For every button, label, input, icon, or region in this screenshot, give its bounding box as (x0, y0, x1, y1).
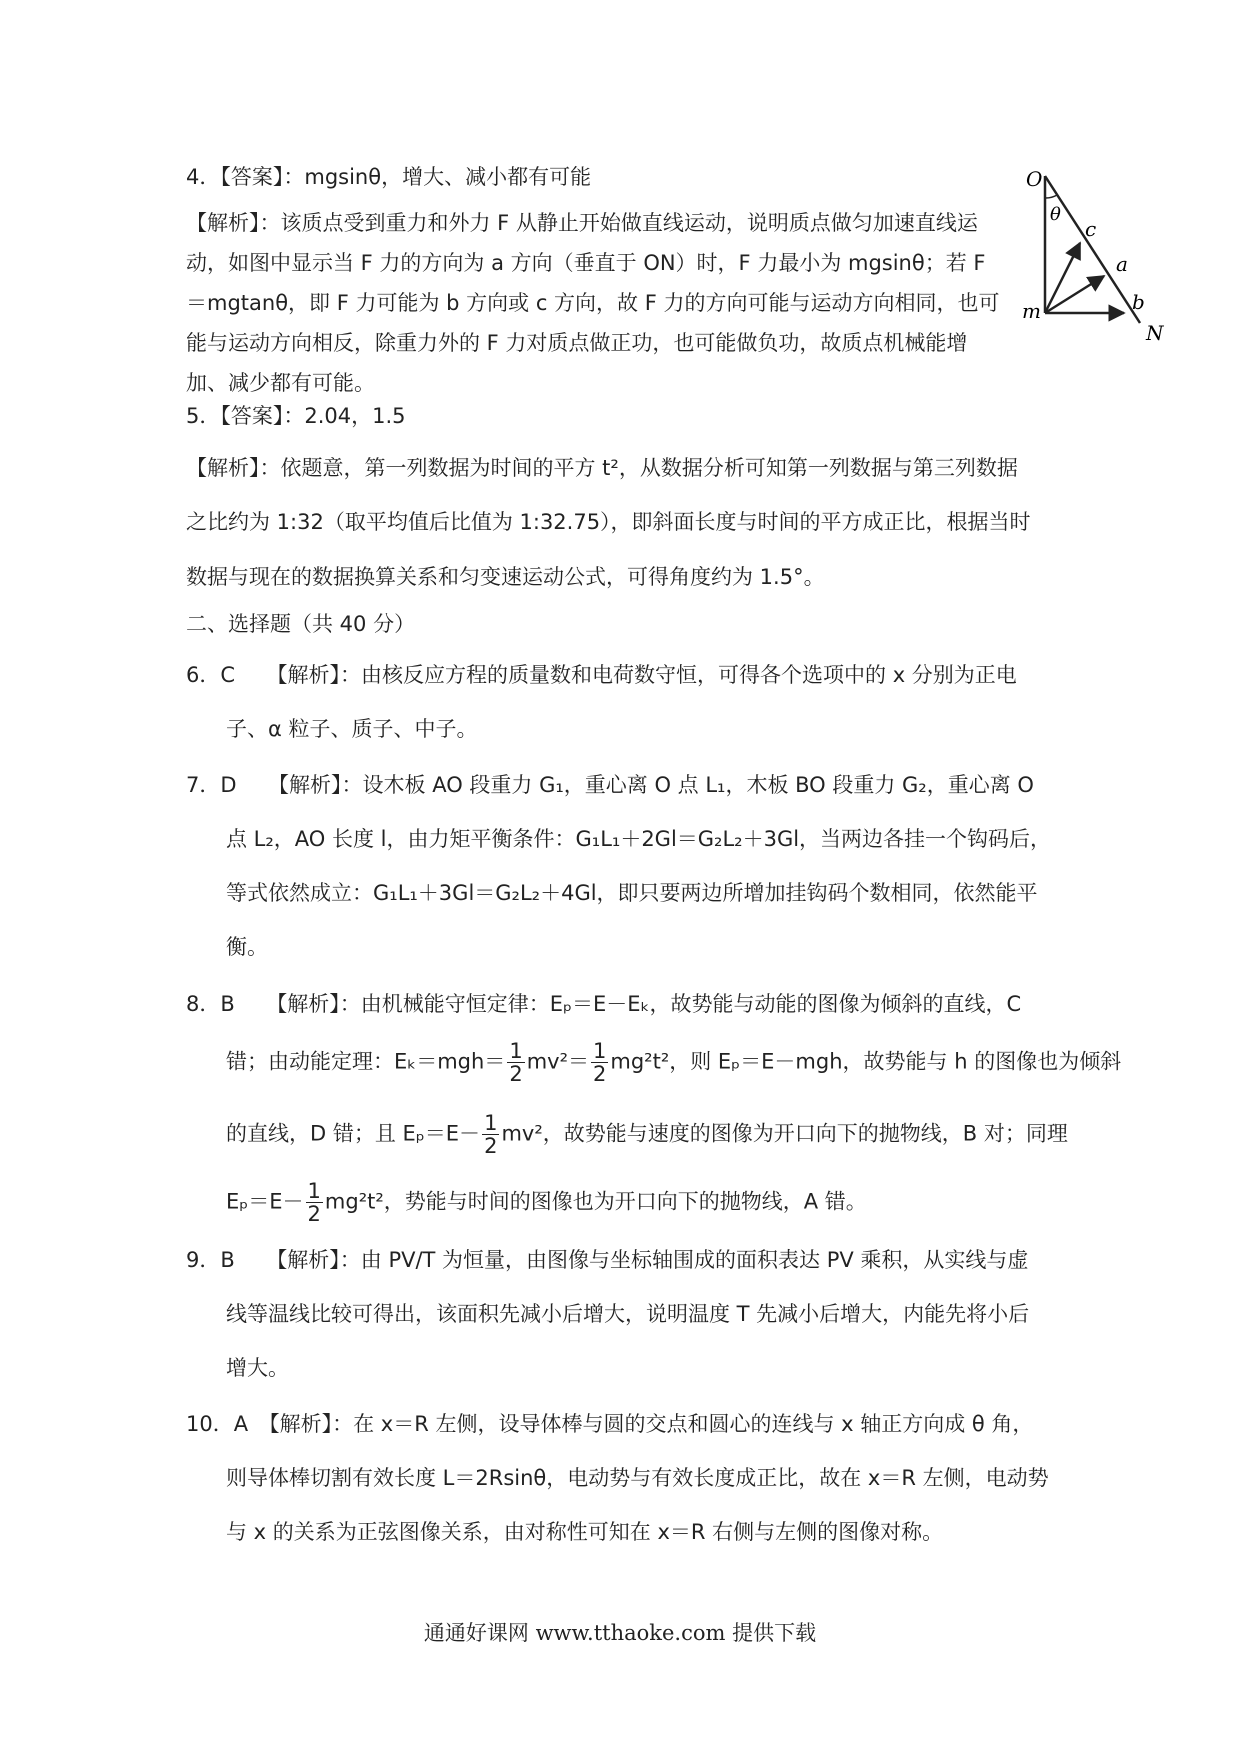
fraction-numerator: 1 (509, 1039, 523, 1063)
force-diagram (1022, 168, 1182, 358)
q8-line-2 (226, 1040, 1121, 1085)
q10-line-3: 与 x 的关系为正弦图像关系，由对称性可知在 x＝R 右侧与左侧的图像对称。 (226, 1520, 944, 1544)
label-b: b (1132, 290, 1145, 314)
q8-line-3 (226, 1112, 1068, 1157)
fraction-numerator: 1 (307, 1179, 321, 1203)
fraction-numerator: 1 (593, 1039, 607, 1063)
q10-line-1: 10．A 【解析】：在 x＝R 左侧，设导体棒与圆的交点和圆心的连线与 x 轴正方向成 θ 角， (186, 1412, 1034, 1436)
fraction-one-half (591, 1040, 608, 1085)
q4-analysis-line-2: 动，如图中显示当 F 力的方向为 a 方向（垂直于 ON）时，F 力最小为 mgsinθ；若 F (186, 251, 986, 275)
q8-line-2-part-a: 错；由动能定理：Eₖ＝mgh＝ (226, 1049, 506, 1074)
label-N: N (1146, 321, 1164, 345)
q5-answer: 5．【答案】：2.04，1.5 (186, 404, 406, 428)
fraction-denominator: 2 (307, 1202, 321, 1226)
fraction-one-half (306, 1180, 323, 1225)
q6-line-2: 子、α 粒子、质子、中子。 (226, 717, 478, 741)
fraction-denominator: 2 (484, 1134, 498, 1158)
q7-line-3: 等式依然成立：G₁L₁＋3Gl＝G₂L₂＋4Gl，即只要两边所增加挂钩码个数相同，依然能平 (226, 881, 1038, 905)
q8-line-3-part-b: mv²，故势能与速度的图像为开口向下的抛物线，B 对；同理 (501, 1121, 1068, 1146)
q7-line-4: 衡。 (226, 935, 268, 959)
q4-analysis-line-4: 能与运动方向相反，除重力外的 F 力对质点做正功，也可能做负功，故质点机械能增 (186, 331, 968, 355)
q8-line-1: 8．B 【解析】：由机械能守恒定律：Eₚ＝E－Eₖ，故势能与动能的图像为倾斜的直线，C (186, 992, 1022, 1016)
q9-line-3: 增大。 (226, 1356, 289, 1380)
q10-line-2: 则导体棒切割有效长度 L＝2Rsinθ，电动势与有效长度成正比，故在 x＝R 左侧，电动势 (226, 1466, 1049, 1490)
q4-analysis-line-3: ＝mgtanθ，即 F 力可能为 b 方向或 c 方向，故 F 力的方向可能与运动方向相同，也可 (186, 291, 1000, 315)
q8-line-2-part-b: mv²＝ (526, 1049, 589, 1074)
q6-line-1: 6．C 【解析】：由核反应方程的质量数和电荷数守恒，可得各个选项中的 x 分别为正电 (186, 663, 1017, 687)
footer-download-source: 通通好课网 www.tthaoke.com 提供下载 (423, 1621, 817, 1645)
fraction-denominator: 2 (593, 1062, 607, 1086)
q5-analysis-line-1: 【解析】：依题意，第一列数据为时间的平方 t²，从数据分析可知第一列数据与第三列数据 (186, 456, 1018, 480)
fraction-denominator: 2 (509, 1062, 523, 1086)
q8-line-2-part-c: mg²t²，则 Eₚ＝E－mgh，故势能与 h 的图像也为倾斜 (610, 1049, 1122, 1074)
theta-arc (1045, 195, 1057, 198)
q8-line-4 (226, 1180, 867, 1225)
q8-line-4-part-a: Eₚ＝E－ (226, 1189, 304, 1214)
label-m: m (1022, 299, 1041, 323)
q5-analysis-line-2: 之比约为 1:32（取平均值后比值为 1:32.75），即斜面长度与时间的平方成正比，根据当时 (186, 510, 1031, 534)
section-heading-choice: 二、选择题（共 40 分） (186, 612, 416, 636)
q8-line-3-part-a: 的直线，D 错；且 Eₚ＝E－ (226, 1121, 481, 1146)
fraction-one-half (507, 1040, 524, 1085)
q8-line-4-part-b: mg²t²，势能与时间的图像也为开口向下的抛物线，A 错。 (324, 1189, 867, 1214)
fraction-one-half (482, 1112, 499, 1157)
q4-analysis-line-5: 加、减少都有可能。 (186, 371, 375, 395)
q7-line-1: 7．D 【解析】：设木板 AO 段重力 G₁，重心离 O 点 L₁，木板 BO 段重力 G₂，重心离 O (186, 773, 1034, 797)
q4-analysis-line-1: 【解析】：该质点受到重力和外力 F 从静止开始做直线运动，说明质点做匀加速直线运 (186, 211, 978, 235)
q9-line-2: 线等温线比较可得出，该面积先减小后增大，说明温度 T 先减小后增大，内能先将小后 (226, 1302, 1030, 1326)
label-theta: θ (1050, 204, 1061, 225)
label-c: c (1085, 217, 1097, 241)
q9-line-1: 9．B 【解析】：由 PV/T 为恒量，由图像与坐标轴围成的面积表达 PV 乘积，从实线与虚 (186, 1248, 1029, 1272)
label-a: a (1116, 252, 1128, 276)
q5-analysis-line-3: 数据与现在的数据换算关系和匀变速运动公式，可得角度约为 1.5°。 (186, 565, 825, 589)
q7-line-2: 点 L₂，AO 长度 l，由力矩平衡条件：G₁L₁＋2Gl＝G₂L₂＋3Gl，当两边各挂一个钩码后， (226, 827, 1052, 851)
incline-line-ON (1045, 176, 1140, 323)
fraction-numerator: 1 (484, 1111, 498, 1135)
label-O: O (1026, 168, 1043, 191)
q4-answer: 4．【答案】：mgsinθ，增大、减小都有可能 (186, 165, 592, 189)
